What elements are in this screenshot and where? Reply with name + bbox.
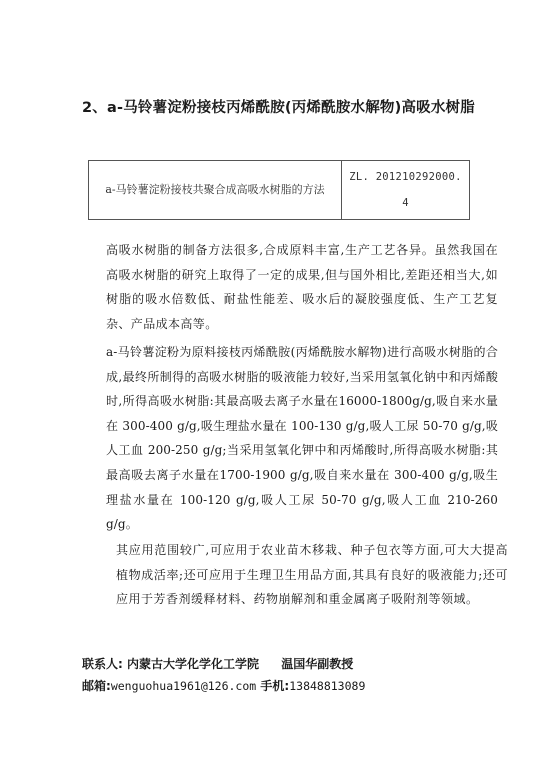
- contact-details-line: [82, 676, 482, 696]
- phone-label: 手机:: [260, 679, 290, 693]
- patent-name-cell: a-马铃薯淀粉接枝共聚合成高吸水树脂的方法: [89, 161, 342, 220]
- paragraph-background: 高吸水树脂的制备方法很多,合成原料丰富,生产工艺各异。虽然我国在高吸水树脂的研究上取得了一定的成果,但与国外相比,差距还相当大,如树脂的吸水倍数低、耐盐性能差、吸水后的凝胶强度低、生产工艺复杂、产品成本高等。: [106, 243, 498, 331]
- patent-table: [88, 160, 470, 220]
- contact-person: 温国华副教授: [281, 657, 354, 671]
- contact-label: 联系人:: [82, 657, 123, 671]
- email-address[interactable]: wenguohua1961@126.com: [110, 679, 257, 693]
- paragraph-results: a-马铃薯淀粉为原料接枝丙烯酰胺(丙烯酰胺水解物)进行高吸水树脂的合成,最终所制得的高吸水树脂的吸液能力较好,当采用氢氧化钠中和丙烯酸时,所得高吸水树脂:其最高吸去离子水量在16000-1800g/g,吸自来水量在 300-400 g/g,吸生理盐水量在 100-130 g/g,吸人工尿 50-70 g/g,吸人工血 200-250 g/g;当采用氢氧化钾中和丙烯酸时,所得高吸水树脂:其最高吸去离子水量在1700-1900 g/g,吸自来水量在 300-400 g/g,吸生理盐水量在 100-120 g/g,吸人工尿 50-70 g/g,吸人工血 210-260 g/g。: [106, 345, 498, 532]
- email-label: 邮箱:: [82, 679, 111, 693]
- contact-line: [82, 654, 482, 674]
- patent-number-cell: ZL. 201210292000. 4: [342, 161, 470, 220]
- contact-org: 内蒙古大学化学化工学院: [127, 657, 260, 671]
- paragraph-applications: 其应用范围较广,可应用于农业苗木移栽、种子包衣等方面,可大大提高植物成活率;还可应用于生理卫生用品方面,其具有良好的吸液能力;还可应用于芳香剂缓释材料、药物崩解剂和重金属离子吸附剂等领域。: [116, 543, 508, 607]
- section-heading: 2、a-马铃薯淀粉接枝丙烯酰胺(丙烯酰胺水解物)高吸水树脂: [82, 100, 475, 116]
- patent-row: [89, 161, 470, 220]
- phone-number: 13848813089: [289, 679, 366, 693]
